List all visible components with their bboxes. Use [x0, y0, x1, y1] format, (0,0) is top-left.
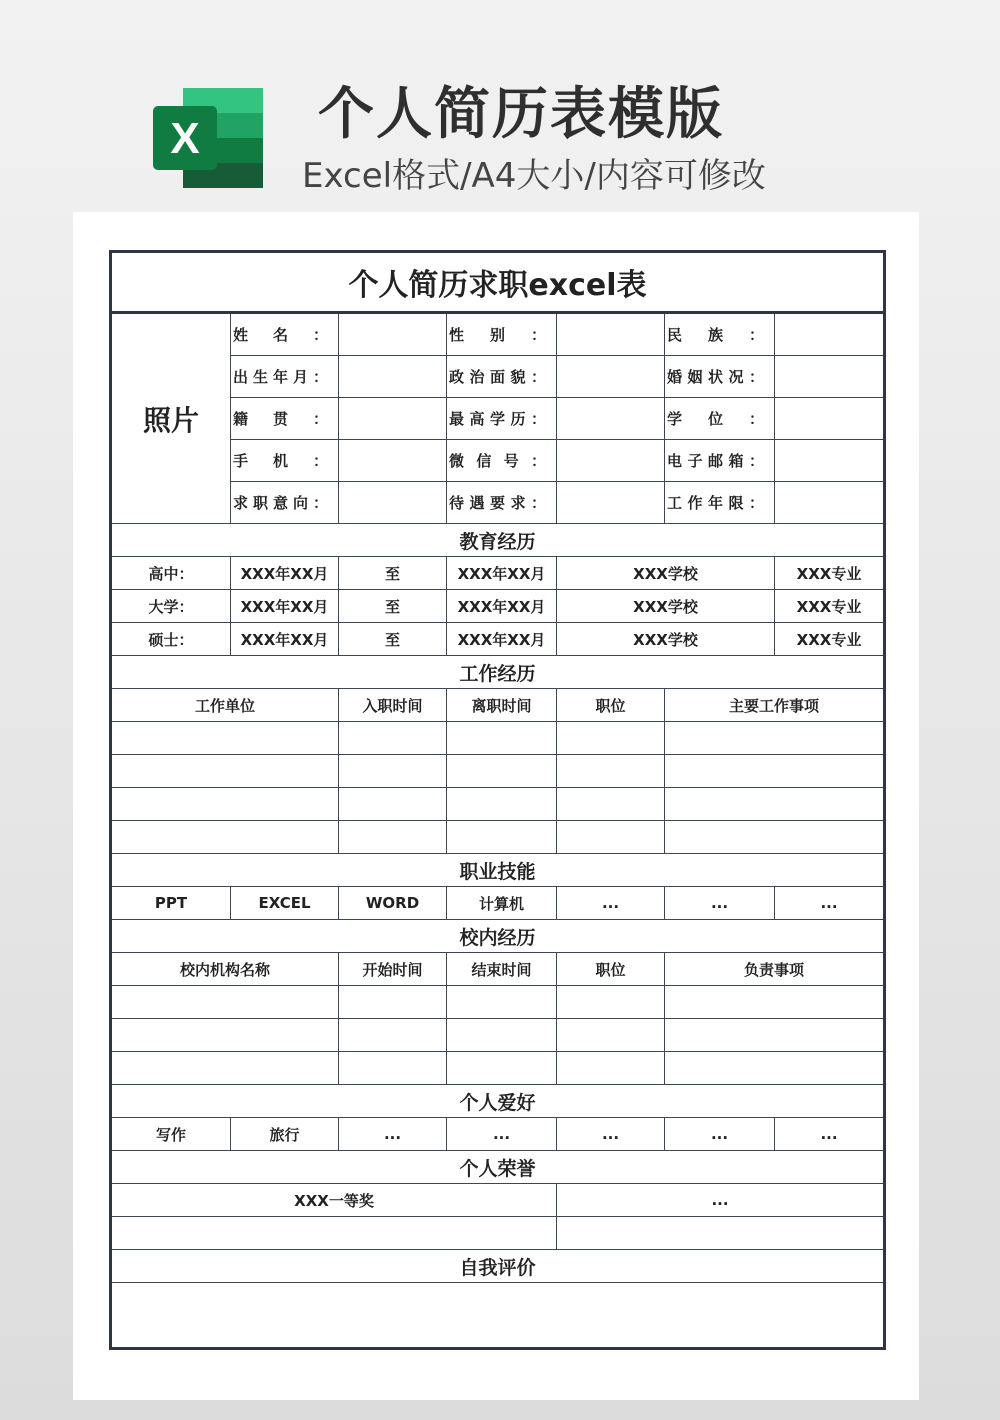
work-cell[interactable]	[557, 722, 665, 755]
self-eval-heading: 自我评价	[111, 1250, 885, 1283]
work-row	[111, 788, 885, 821]
campus-col-duties: 负责事项	[665, 953, 885, 986]
campus-cell[interactable]	[557, 1052, 665, 1085]
campus-cell[interactable]	[447, 1019, 557, 1052]
campus-header-row	[111, 953, 885, 986]
work-col-company: 工作单位	[111, 689, 339, 722]
label-name: 姓名：	[231, 313, 339, 356]
work-row	[111, 821, 885, 854]
input-birth[interactable]	[339, 356, 447, 398]
input-gender[interactable]	[557, 313, 665, 356]
work-col-position: 职位	[557, 689, 665, 722]
excel-logo-icon	[153, 88, 265, 188]
work-col-end: 离职时间	[447, 689, 557, 722]
label-wechat: 微信号：	[447, 440, 557, 482]
input-name[interactable]	[339, 313, 447, 356]
education-heading: 教育经历	[111, 524, 885, 557]
work-cell[interactable]	[447, 788, 557, 821]
honors-row	[111, 1184, 885, 1217]
campus-row	[111, 1019, 885, 1052]
work-cell[interactable]	[447, 821, 557, 854]
work-cell[interactable]	[339, 755, 447, 788]
label-ethnicity: 民族：	[665, 313, 775, 356]
work-cell[interactable]	[111, 788, 339, 821]
banner-subtitle: Excel格式/A4大小/内容可修改	[302, 156, 766, 196]
skill-item[interactable]: ...	[775, 887, 885, 920]
edu-school[interactable]: XXX学校	[557, 623, 775, 656]
campus-col-position: 职位	[557, 953, 665, 986]
work-cell[interactable]	[665, 722, 885, 755]
honor-item[interactable]: XXX一等奖	[111, 1184, 557, 1217]
edu-to[interactable]: XXX年XX月	[447, 590, 557, 623]
hobbies-row	[111, 1118, 885, 1151]
work-cell[interactable]	[339, 788, 447, 821]
honor-item[interactable]	[111, 1217, 557, 1250]
work-heading: 工作经历	[111, 656, 885, 689]
self-eval-body[interactable]	[111, 1283, 885, 1349]
honor-item[interactable]	[557, 1217, 885, 1250]
education-row	[111, 590, 885, 623]
campus-row	[111, 986, 885, 1019]
campus-col-org: 校内机构名称	[111, 953, 339, 986]
edu-school[interactable]: XXX学校	[557, 590, 775, 623]
work-cell[interactable]	[665, 788, 885, 821]
skill-item[interactable]: EXCEL	[231, 887, 339, 920]
hobby-item[interactable]: 写作	[111, 1118, 231, 1151]
work-cell[interactable]	[447, 722, 557, 755]
campus-col-start: 开始时间	[339, 953, 447, 986]
campus-heading: 校内经历	[111, 920, 885, 953]
work-col-start: 入职时间	[339, 689, 447, 722]
skill-item[interactable]: PPT	[111, 887, 231, 920]
campus-cell[interactable]	[447, 986, 557, 1019]
input-job-intent[interactable]	[339, 482, 447, 524]
work-cell[interactable]	[339, 722, 447, 755]
campus-cell[interactable]	[557, 1019, 665, 1052]
work-row	[111, 755, 885, 788]
label-email: 电子邮箱：	[665, 440, 775, 482]
label-job-intent: 求职意向：	[231, 482, 339, 524]
work-cell[interactable]	[111, 755, 339, 788]
work-cell[interactable]	[339, 821, 447, 854]
label-education-level: 最高学历：	[447, 398, 557, 440]
hobby-item[interactable]: 旅行	[231, 1118, 339, 1151]
campus-cell[interactable]	[665, 1019, 885, 1052]
banner-title: 个人简历表模版	[318, 82, 724, 147]
campus-cell[interactable]	[339, 986, 447, 1019]
edu-to[interactable]: XXX年XX月	[447, 623, 557, 656]
skills-row	[111, 887, 885, 920]
sheet-title: 个人简历求职excel表	[111, 252, 885, 313]
edu-to[interactable]: XXX年XX月	[447, 557, 557, 590]
work-cell[interactable]	[111, 821, 339, 854]
label-phone: 手机：	[231, 440, 339, 482]
skill-item[interactable]: ...	[665, 887, 775, 920]
campus-cell[interactable]	[111, 1019, 339, 1052]
input-political[interactable]	[557, 356, 665, 398]
input-phone[interactable]	[339, 440, 447, 482]
input-education-level[interactable]	[557, 398, 665, 440]
hobbies-heading: 个人爱好	[111, 1085, 885, 1118]
campus-cell[interactable]	[557, 986, 665, 1019]
work-cell[interactable]	[557, 788, 665, 821]
label-birth: 出生年月：	[231, 356, 339, 398]
hobby-item[interactable]: ...	[665, 1118, 775, 1151]
resume-table	[109, 250, 886, 1350]
work-cell[interactable]	[557, 821, 665, 854]
hobby-item[interactable]: ...	[557, 1118, 665, 1151]
logo-letter: X	[170, 114, 200, 163]
work-cell[interactable]	[665, 755, 885, 788]
label-marital: 婚姻状况：	[665, 356, 775, 398]
input-email[interactable]	[775, 440, 885, 482]
edu-to-word: 至	[339, 557, 447, 590]
honors-heading: 个人荣誉	[111, 1151, 885, 1184]
work-cell[interactable]	[447, 755, 557, 788]
skills-heading: 职业技能	[111, 854, 885, 887]
campus-cell[interactable]	[111, 1052, 339, 1085]
skill-item[interactable]: ...	[557, 887, 665, 920]
edu-to-word: 至	[339, 623, 447, 656]
edu-from[interactable]: XXX年XX月	[231, 557, 339, 590]
education-row	[111, 557, 885, 590]
input-marital[interactable]	[775, 356, 885, 398]
campus-cell[interactable]	[665, 1052, 885, 1085]
campus-cell[interactable]	[339, 1019, 447, 1052]
edu-major[interactable]: XXX专业	[775, 557, 885, 590]
edu-major[interactable]: XXX专业	[775, 623, 885, 656]
input-native[interactable]	[339, 398, 447, 440]
honor-item[interactable]: ...	[557, 1184, 885, 1217]
edu-school[interactable]: XXX学校	[557, 557, 775, 590]
campus-cell[interactable]	[339, 1052, 447, 1085]
hobby-item[interactable]: ...	[447, 1118, 557, 1151]
campus-cell[interactable]	[447, 1052, 557, 1085]
input-years[interactable]	[775, 482, 885, 524]
work-header-row	[111, 689, 885, 722]
campus-cell[interactable]	[111, 986, 339, 1019]
work-row	[111, 722, 885, 755]
campus-row	[111, 1052, 885, 1085]
honors-row	[111, 1217, 885, 1250]
skill-item[interactable]: WORD	[339, 887, 447, 920]
label-gender: 性别：	[447, 313, 557, 356]
input-salary[interactable]	[557, 482, 665, 524]
input-wechat[interactable]	[557, 440, 665, 482]
label-years: 工作年限：	[665, 482, 775, 524]
work-cell[interactable]	[557, 755, 665, 788]
edu-to-word: 至	[339, 590, 447, 623]
label-degree: 学位：	[665, 398, 775, 440]
edu-from[interactable]: XXX年XX月	[231, 590, 339, 623]
skill-item[interactable]: 计算机	[447, 887, 557, 920]
edu-level: 高中：	[111, 557, 231, 590]
work-cell[interactable]	[665, 821, 885, 854]
work-col-duties: 主要工作事项	[665, 689, 885, 722]
hobby-item[interactable]: ...	[339, 1118, 447, 1151]
edu-level: 大学：	[111, 590, 231, 623]
input-ethnicity[interactable]	[775, 313, 885, 356]
edu-major[interactable]: XXX专业	[775, 590, 885, 623]
work-cell[interactable]	[111, 722, 339, 755]
campus-cell[interactable]	[665, 986, 885, 1019]
edu-level: 硕士：	[111, 623, 231, 656]
campus-col-end: 结束时间	[447, 953, 557, 986]
label-salary: 待遇要求：	[447, 482, 557, 524]
resume-paper	[73, 212, 919, 1400]
label-political: 政治面貌：	[447, 356, 557, 398]
hobby-item[interactable]: ...	[775, 1118, 885, 1151]
education-row	[111, 623, 885, 656]
label-native: 籍贯：	[231, 398, 339, 440]
input-degree[interactable]	[775, 398, 885, 440]
edu-from[interactable]: XXX年XX月	[231, 623, 339, 656]
photo-cell[interactable]: 照片	[111, 313, 231, 524]
